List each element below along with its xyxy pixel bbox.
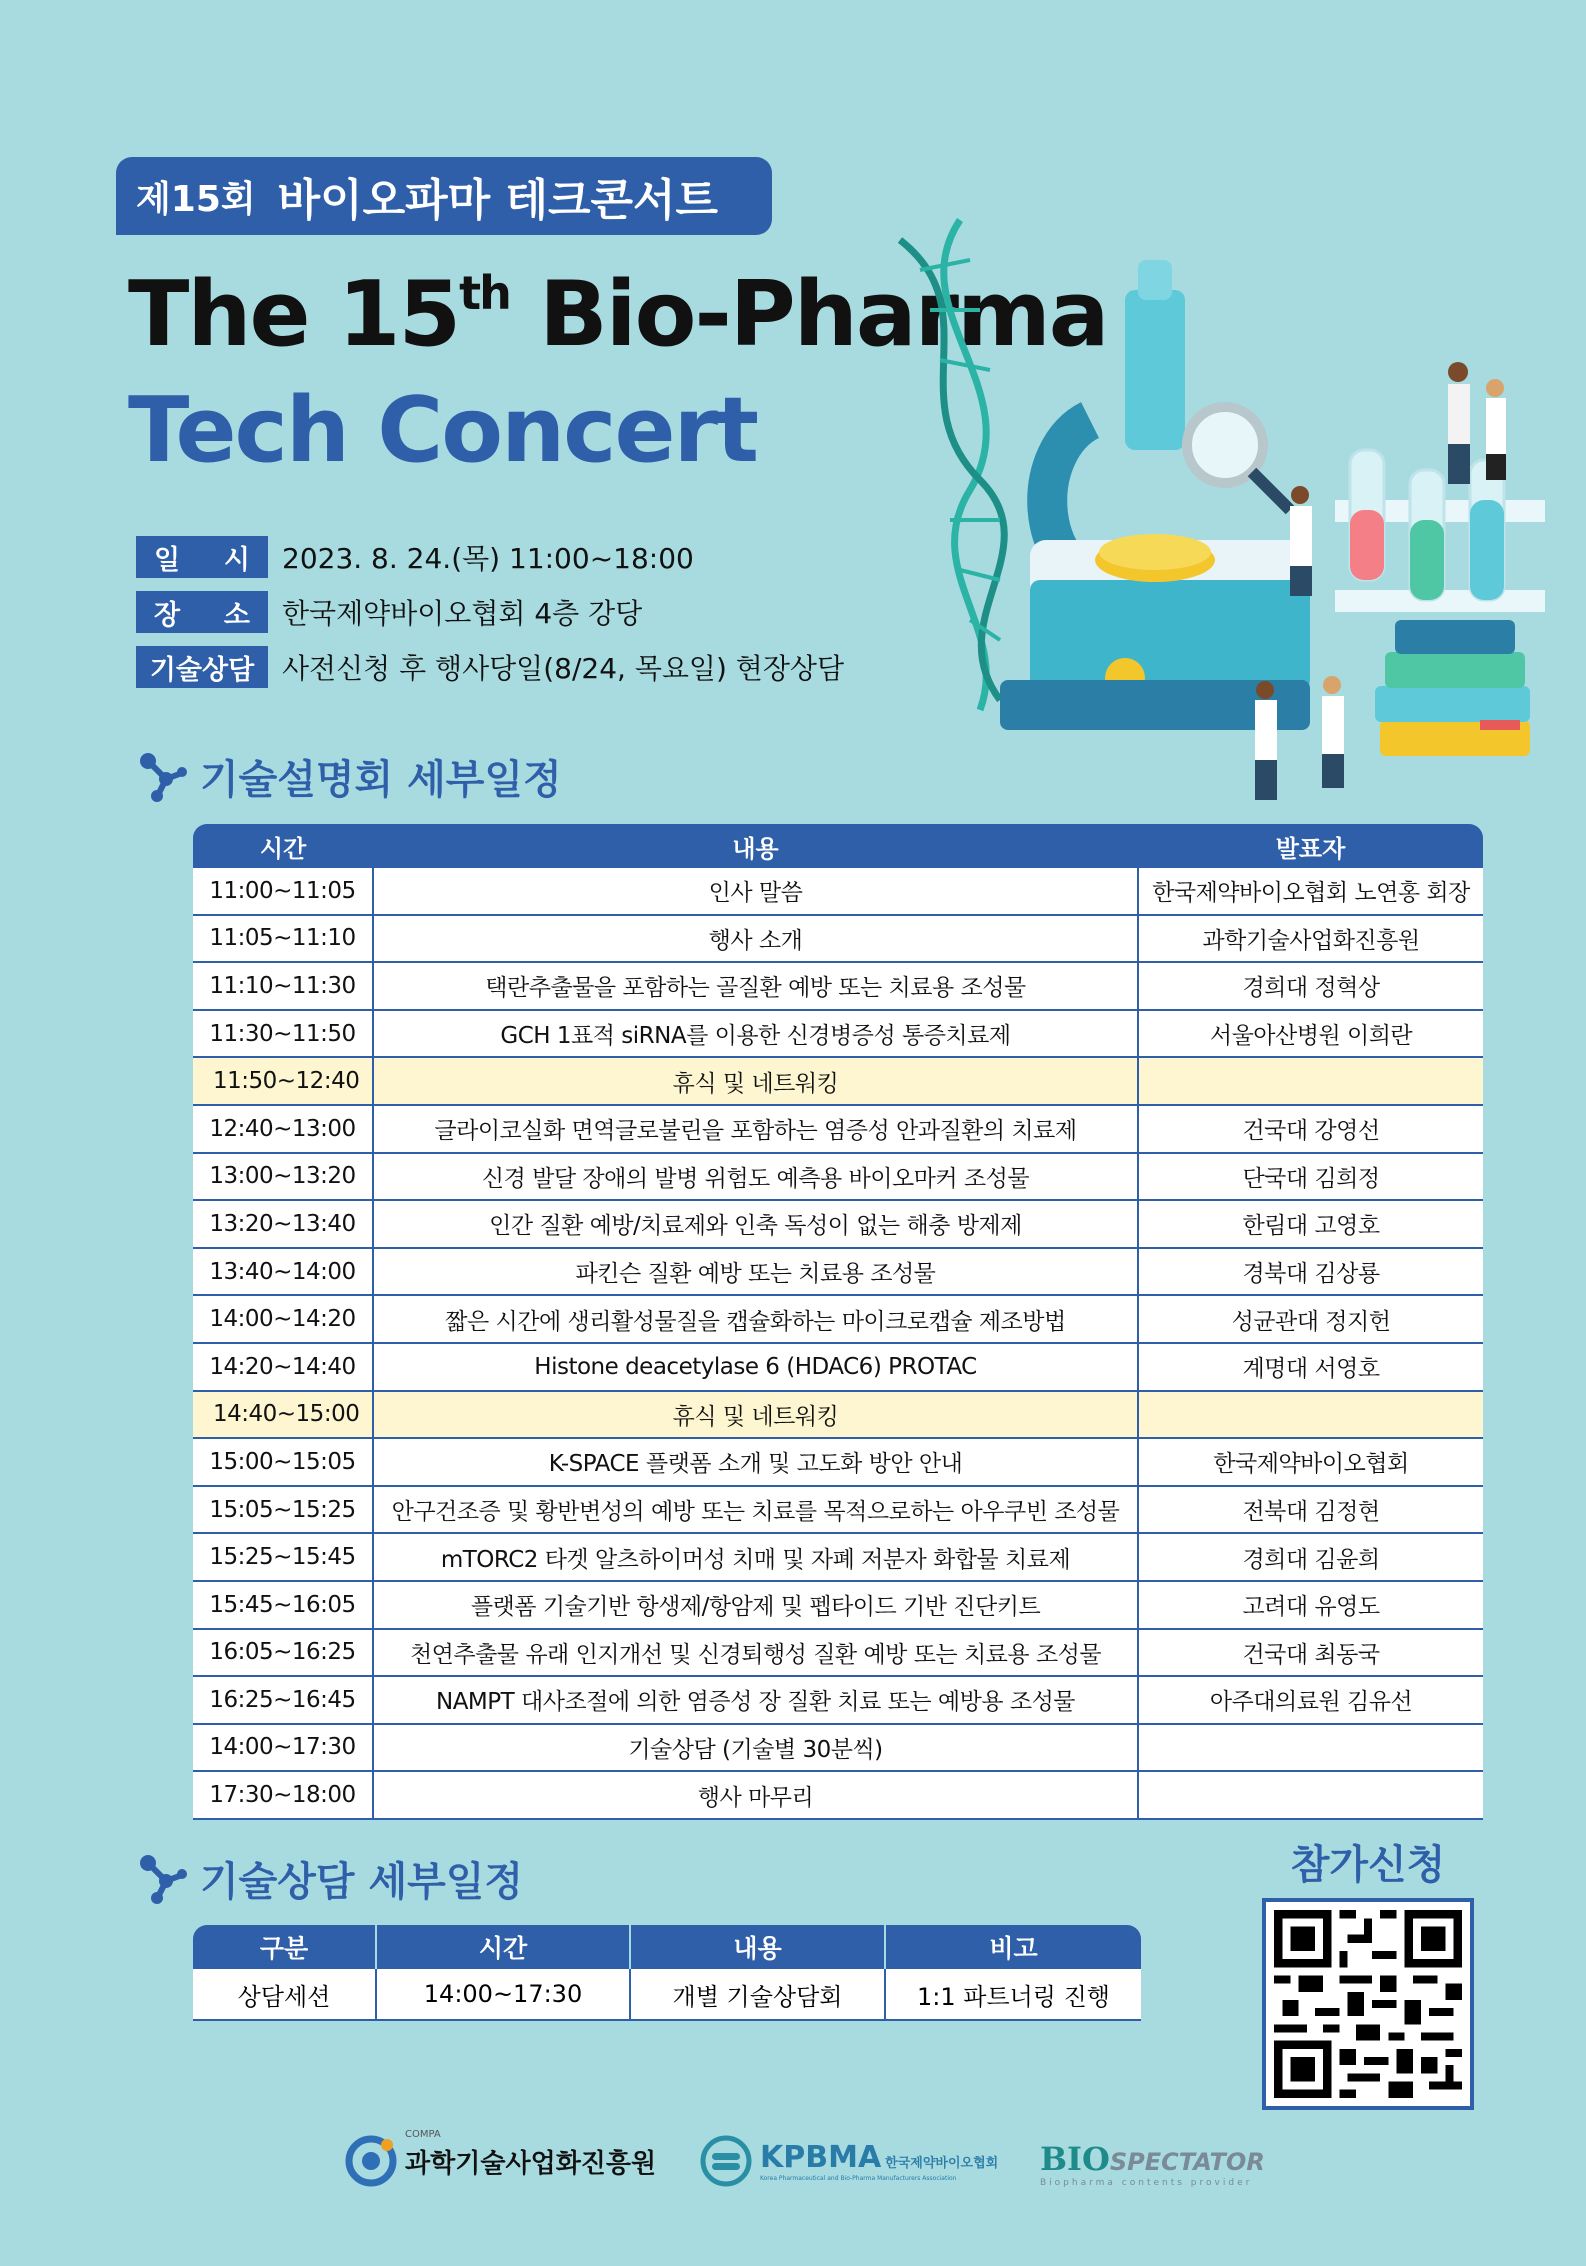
header-content: 내용 (373, 824, 1138, 868)
cell-speaker: 한국제약바이오협회 (1138, 1438, 1483, 1486)
table-row (193, 1581, 1483, 1629)
kpbma-name: KPBMA (760, 2140, 882, 2175)
logo-compa (345, 2128, 657, 2187)
molecule-icon (136, 1853, 188, 1905)
cell-time: 14:00~14:20 (193, 1295, 373, 1343)
info-consult-label: 기술상담 (136, 646, 268, 688)
info-date (136, 535, 694, 579)
title-sup: th (459, 266, 510, 320)
cell-time: 15:05~15:25 (193, 1486, 373, 1534)
table-row (193, 868, 1483, 915)
table-row (193, 1629, 1483, 1677)
info-date-label (136, 536, 268, 578)
table-row (193, 1676, 1483, 1724)
books-icon (1375, 620, 1530, 756)
cell-speaker: 성균관대 정지헌 (1138, 1295, 1483, 1343)
cell-speaker: 건국대 강영선 (1138, 1105, 1483, 1153)
table-row (193, 1153, 1483, 1201)
cell-speaker: 한림대 고영호 (1138, 1200, 1483, 1248)
consult-section-heading (136, 1850, 523, 1907)
cell-time: 13:00~13:20 (193, 1153, 373, 1201)
cell-speaker: 경북대 김상룡 (1138, 1248, 1483, 1296)
cell-speaker: 계명대 서영호 (1138, 1343, 1483, 1391)
cell-content: 행사 마무리 (373, 1771, 1138, 1819)
compa-logo-icon (345, 2135, 397, 2187)
cell-content: 휴식 및 네트워킹 (373, 1057, 1138, 1105)
info-place-label (136, 591, 268, 633)
event-badge (116, 157, 772, 235)
cell-content: 플랫폼 기술기반 항생제/항암제 및 펩타이드 기반 진단키트 (373, 1581, 1138, 1629)
cell-time: 14:00~17:30 (193, 1724, 373, 1772)
cell-speaker: 아주대의료원 김유선 (1138, 1676, 1483, 1724)
biospectator-sub: Biopharma contents provider (1040, 2178, 1253, 2188)
kpbma-korean: 한국제약바이오협회 (885, 2156, 999, 2171)
compa-text (405, 2128, 657, 2180)
cell-time: 15:00~15:05 (193, 1438, 373, 1486)
kpbma-english: Korea Pharmaceutical and Bio-Pharma Manufacturers Association (760, 2175, 957, 2182)
biospectator-spectator: SPECTATOR (1109, 2148, 1265, 2176)
table-row (193, 1438, 1483, 1486)
cell-content: 택란추출물을 포함하는 골질환 예방 또는 치료용 조성물 (373, 962, 1138, 1010)
logo-kpbma (700, 2135, 998, 2187)
cell-speaker: 서울아산병원 이희란 (1138, 1010, 1483, 1058)
cell-category: 상담세션 (193, 1969, 376, 2020)
label-char-b: 소 (223, 599, 250, 631)
table-row (193, 1343, 1483, 1391)
table-row (193, 1724, 1483, 1772)
header-content: 내용 (630, 1925, 885, 1969)
apply-title: 참가신청 (1290, 1842, 1446, 1888)
biospectator-bio: BIO (1040, 2140, 1110, 2178)
schedule-table (193, 824, 1483, 1820)
cell-speaker: 고려대 유영도 (1138, 1581, 1483, 1629)
cell-content: 행사 소개 (373, 915, 1138, 963)
label-char-b: 시 (223, 544, 250, 576)
cell-speaker: 한국제약바이오협회 노연홍 회장 (1138, 868, 1483, 915)
cell-content: mTORC2 타겟 알츠하이머성 치매 및 자폐 저분자 화합물 치료제 (373, 1533, 1138, 1581)
cell-content: 인사 말씀 (373, 868, 1138, 915)
table-row (193, 915, 1483, 963)
schedule-header-row (193, 824, 1483, 868)
cell-speaker: 경희대 김윤희 (1138, 1533, 1483, 1581)
cell-content: GCH 1표적 siRNA를 이용한 신경병증성 통증치료제 (373, 1010, 1138, 1058)
cell-time: 13:40~14:00 (193, 1248, 373, 1296)
cell-time: 16:05~16:25 (193, 1629, 373, 1677)
kpbma-text (760, 2140, 998, 2182)
cell-speaker (1138, 1057, 1483, 1105)
cell-time: 17:30~18:00 (193, 1771, 373, 1819)
info-consult (136, 645, 844, 689)
cell-content: 휴식 및 네트워킹 (373, 1391, 1138, 1439)
cell-content: 짧은 시간에 생리활성물질을 캡슐화하는 마이크로캡슐 제조방법 (373, 1295, 1138, 1343)
table-row (193, 1295, 1483, 1343)
info-consult-value: 사전신청 후 행사당일(8/24, 목요일) 현장상담 (282, 652, 844, 685)
compa-name: 과학기술사업화진흥원 (405, 2148, 657, 2179)
cell-content: 신경 발달 장애의 발병 위험도 예측용 바이오마커 조성물 (373, 1153, 1138, 1201)
table-row (193, 1771, 1483, 1819)
cell-content: 천연추출물 유래 인지개선 및 신경퇴행성 질환 예방 또는 치료용 조성물 (373, 1629, 1138, 1677)
cell-time: 12:40~13:00 (193, 1105, 373, 1153)
cell-time: 11:05~11:10 (193, 915, 373, 963)
header-time: 시간 (193, 824, 373, 868)
cell-speaker: 전북대 김정현 (1138, 1486, 1483, 1534)
lab-illustration (880, 200, 1570, 820)
header-speaker: 발표자 (1138, 824, 1483, 868)
test-tube-rack-icon (1335, 450, 1545, 612)
cell-content: 안구건조증 및 황반변성의 예방 또는 치료를 목적으로하는 아우쿠빈 조성물 (373, 1486, 1138, 1534)
microscope-icon (1000, 260, 1310, 730)
table-row (193, 1486, 1483, 1534)
label-char-a: 장 (154, 599, 181, 631)
table-row-break (193, 1391, 1483, 1439)
info-date-value: 2023. 8. 24.(목) 11:00~18:00 (282, 542, 694, 575)
cell-content: Histone deacetylase 6 (HDAC6) PROTAC (373, 1343, 1138, 1391)
cell-time: 14:20~14:40 (193, 1343, 373, 1391)
cell-content: 글라이코실화 면역글로불린을 포함하는 염증성 안과질환의 치료제 (373, 1105, 1138, 1153)
cell-content: 파킨슨 질환 예방 또는 치료용 조성물 (373, 1248, 1138, 1296)
cell-time: 11:50~12:40 (193, 1057, 373, 1105)
cell-content: K-SPACE 플랫폼 소개 및 고도화 방안 안내 (373, 1438, 1138, 1486)
table-row (193, 1105, 1483, 1153)
table-row (193, 1969, 1141, 2020)
cell-speaker: 과학기술사업화진흥원 (1138, 915, 1483, 963)
cell-content: 기술상담 (기술별 30분씩) (373, 1724, 1138, 1772)
cell-content: 인간 질환 예방/치료제와 인축 독성이 없는 해충 방제제 (373, 1200, 1138, 1248)
table-row-break (193, 1057, 1483, 1105)
cell-speaker (1138, 1771, 1483, 1819)
info-place (136, 590, 642, 634)
label-char-a: 일 (154, 544, 181, 576)
molecule-icon (136, 751, 188, 803)
table-row (193, 1533, 1483, 1581)
cell-speaker (1138, 1724, 1483, 1772)
cell-time: 11:30~11:50 (193, 1010, 373, 1058)
title-part-b: Bio-Pharma (509, 262, 1108, 367)
schedule-section-title: 기술설명회 세부일정 (200, 757, 562, 803)
cell-speaker: 건국대 최동국 (1138, 1629, 1483, 1677)
magnifier-icon (1187, 407, 1290, 510)
table-row (193, 1200, 1483, 1248)
table-row (193, 1248, 1483, 1296)
badge-title: 바이오파마 테크콘서트 (277, 175, 719, 226)
cell-time: 14:00~17:30 (376, 1969, 630, 2020)
header-category: 구분 (193, 1925, 376, 1969)
header-note: 비고 (885, 1925, 1141, 1969)
cell-content: 개별 기술상담회 (630, 1969, 885, 2020)
dna-helix-icon (900, 220, 1004, 710)
cell-time: 15:45~16:05 (193, 1581, 373, 1629)
consult-table (193, 1925, 1141, 2021)
cell-note: 1:1 파트너링 진행 (885, 1969, 1141, 2020)
page-subtitle: Tech Concert (128, 378, 757, 483)
badge-prefix: 제15회 (136, 178, 256, 220)
compa-small-text: COMPA (405, 2128, 441, 2140)
cell-time: 15:25~15:45 (193, 1533, 373, 1581)
cell-time: 13:20~13:40 (193, 1200, 373, 1248)
kpbma-logo-icon (700, 2135, 752, 2187)
table-row (193, 962, 1483, 1010)
consult-section-title: 기술상담 세부일정 (200, 1859, 524, 1905)
qr-code[interactable] (1262, 1898, 1474, 2110)
cell-speaker (1138, 1391, 1483, 1439)
schedule-section-heading (136, 748, 562, 805)
logo-biospectator (1040, 2140, 1265, 2188)
cell-speaker: 경희대 정혁상 (1138, 962, 1483, 1010)
consult-header-row (193, 1925, 1141, 1969)
cell-time: 11:10~11:30 (193, 962, 373, 1010)
cell-time: 11:00~11:05 (193, 868, 373, 915)
table-row (193, 1010, 1483, 1058)
title-part-a: The 15 (128, 262, 460, 367)
qr-code-icon (1266, 1902, 1470, 2106)
cell-speaker: 단국대 김희정 (1138, 1153, 1483, 1201)
cell-time: 14:40~15:00 (193, 1391, 373, 1439)
header-time: 시간 (376, 1925, 630, 1969)
cell-content: NAMPT 대사조절에 의한 염증성 장 질환 치료 또는 예방용 조성물 (373, 1676, 1138, 1724)
info-place-value: 한국제약바이오협회 4층 강당 (282, 597, 643, 630)
cell-time: 16:25~16:45 (193, 1676, 373, 1724)
